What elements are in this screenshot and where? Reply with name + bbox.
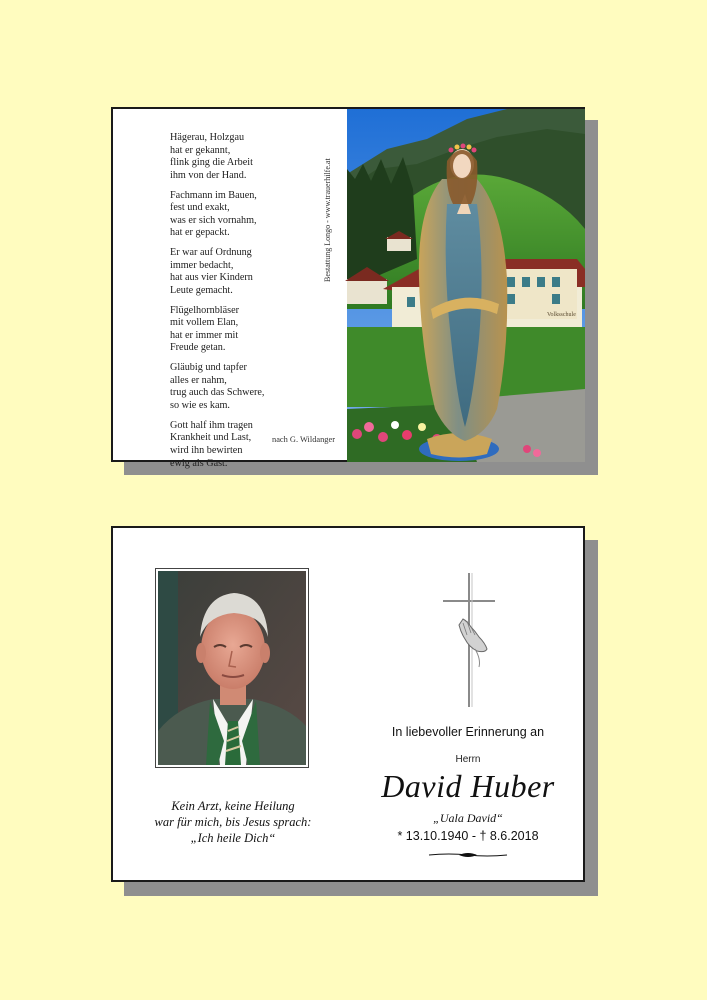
school-sign: Volksschule xyxy=(547,312,576,318)
poem-line: trug auch das Schwere, xyxy=(170,387,265,399)
poem-line: Freude getan. xyxy=(170,342,226,354)
poem-line: flink ging die Arbeit xyxy=(170,157,253,169)
portrait-photo xyxy=(158,571,306,765)
poem-stanza xyxy=(170,362,340,412)
poem-line: ihm von der Hand. xyxy=(170,169,247,181)
ornament-divider-icon xyxy=(429,851,507,859)
poem-line: hat er gekannt, xyxy=(170,144,231,156)
quote-line: Kein Arzt, keine Heilung xyxy=(171,799,295,813)
poem-line: so wie es kam. xyxy=(170,400,230,412)
quote-line: „Ich heile Dich“ xyxy=(190,831,276,845)
memorial-card-back xyxy=(111,526,585,882)
nickname: „Uala David“ xyxy=(433,811,503,825)
memorial-card-front xyxy=(111,107,585,469)
poem-stanza xyxy=(170,132,340,182)
poem-line: ewig als Gast. xyxy=(170,457,228,469)
poem-line: was er sich vornahm, xyxy=(170,214,257,226)
poem-stanza xyxy=(170,420,340,470)
deceased-name: David Huber xyxy=(381,768,555,804)
madonna-statue-photo xyxy=(347,109,585,462)
honorific: Herrn xyxy=(455,754,481,765)
poem-line: hat er gepackt. xyxy=(170,227,230,239)
poem-line: hat aus vier Kindern xyxy=(170,272,253,284)
poem-stanza xyxy=(170,190,340,240)
poem-line: Gott half ihm tragen xyxy=(170,419,253,431)
poem-line: Flügelhornbläser xyxy=(170,304,240,316)
poem-line: Leute gemacht. xyxy=(170,284,233,296)
poem-line: hat er immer mit xyxy=(170,329,239,341)
poem xyxy=(170,132,340,477)
quote xyxy=(133,798,333,846)
quote-line: war für mich, bis Jesus sprach: xyxy=(154,815,312,829)
memory-line: In liebevoller Erinnerung an xyxy=(391,725,545,739)
poem-line: wird ihn bewirten xyxy=(170,445,243,456)
poem-line: Hägerau, Holzgau xyxy=(170,132,245,143)
poem-line: fest und exakt, xyxy=(170,202,230,214)
poem-line: Gläubig und tapfer xyxy=(170,362,247,374)
poem-stanza xyxy=(170,305,340,355)
funeral-home-credit-text: Bestattung Longo - www.trauerhilfe.at xyxy=(323,158,332,282)
poem-line: Krankheit und Last, xyxy=(170,432,252,444)
cross-with-praying-hands-icon xyxy=(441,573,497,707)
poem-line: alles er nahm, xyxy=(170,374,227,386)
poem-line: mit vollem Elan, xyxy=(170,317,239,329)
poem-stanza xyxy=(170,247,340,297)
poem-line: Fachmann im Bauen, xyxy=(170,189,257,201)
funeral-home-credit xyxy=(323,137,335,287)
poem-credit: nach G. Wildanger xyxy=(272,435,335,444)
portrait-frame xyxy=(155,568,309,768)
poem-line: immer bedacht, xyxy=(170,259,234,271)
poem-line: Er war auf Ordnung xyxy=(170,247,252,259)
life-dates: * 13.10.1940 - † 8.6.2018 xyxy=(397,829,539,843)
